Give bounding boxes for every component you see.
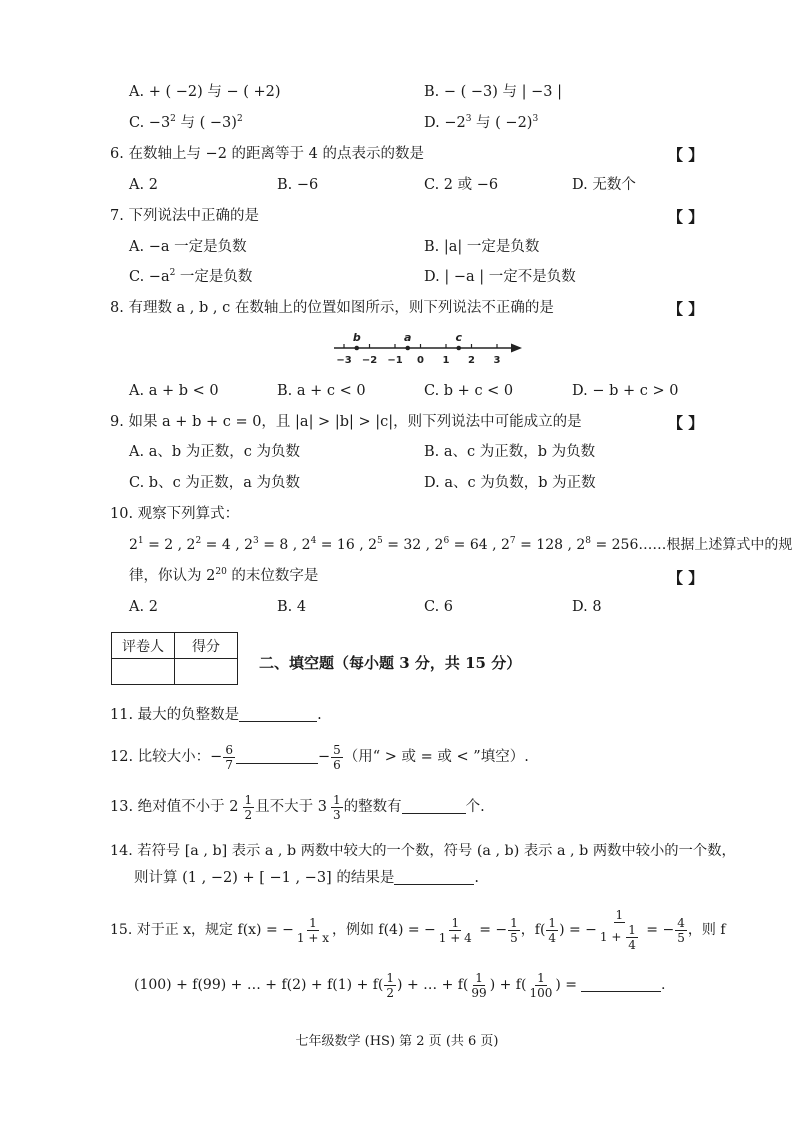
number-line-tick-label: 3	[493, 355, 501, 366]
q10-powers-line: $2^1 = 2$ , $2^2 = 4$ , $2^3 = 8$ , $2^4 = 16$ , $2^5 = 32$ , $2^6 = 64$ , $2^7 = 128$ , $2^8$ = 256……根据上述算式中的规	[129, 536, 793, 553]
page-footer: 七年级数学 (HS) 第 2 页 (共 6 页)	[295, 1034, 499, 1049]
q7-option-a: A. −a 一定是负数	[129, 239, 247, 255]
q13: 13. 绝对值不小于 2 $\frac{1}{2}$ 且不大于 3 $\frac{1}{3}$ 的整数有 个.	[110, 792, 485, 822]
q8-option-b: B. a + c < 0	[277, 383, 366, 399]
q10-power-term: $2^4 = 16$ ,	[301, 536, 369, 553]
q10-question-line: 律，你认为 $2^{20}$ 的末位数字是	[129, 567, 319, 584]
number-line-tick-label: 0	[417, 355, 424, 366]
score-table-grader-cell[interactable]	[112, 659, 175, 685]
q7-answer-bracket: 【 】	[668, 208, 704, 226]
q9-answer-bracket: 【 】	[668, 414, 704, 432]
q8-option-a: A. a + b < 0	[129, 383, 219, 399]
q10-option-d: D. 8	[572, 599, 602, 615]
q5-option-d: D. $-2^3$ 与 ( −2)$^3$	[424, 114, 539, 131]
number-line-tick-label: 1	[442, 355, 450, 366]
q5-option-a: A. + ( −2) 与 − ( +2)	[129, 84, 281, 100]
q10-stem: 10. 观察下列算式：	[110, 506, 240, 522]
q5-option-b: B. − ( −3) 与 | −3 |	[424, 84, 563, 100]
q8-option-d: D. − b + c > 0	[572, 383, 679, 399]
q12-fraction-2: $\frac{5}{6}$	[333, 742, 341, 772]
q10-power-term: $2^6 = 64$ ,	[434, 536, 501, 553]
q10-powers	[129, 537, 638, 553]
q10-answer-bracket: 【 】	[668, 569, 704, 587]
q10-power-term: $2^3 = 8$ ,	[244, 536, 302, 553]
q12-fraction-1: $\frac{6}{7}$	[225, 742, 233, 772]
q13-mixed-number-2: 3 $\frac{1}{3}$	[317, 792, 341, 822]
q9-option-c: C. b、c 为正数，a 为负数	[129, 475, 301, 491]
q14-line-2: 则计算 (1 , −2) + [ −1 , −3] 的结果是 .	[134, 870, 479, 886]
q6-option-c: C. 2 或 −6	[424, 177, 499, 193]
q10-option-a: A. 2	[129, 599, 158, 615]
q6-answer-bracket: 【 】	[668, 146, 704, 164]
q10-power-term: $2^5 = 32$ ,	[368, 536, 435, 553]
q12: 12. 比较大小：− $\frac{6}{7}$ − $\frac{5}{6}$ （用“ > 或 = 或 < ”填空）.	[110, 742, 529, 772]
q10-option-c: C. 6	[424, 599, 454, 615]
q6-option-b: B. −6	[277, 177, 319, 193]
number-line-point-a	[405, 346, 410, 351]
section-2-title: 二、填空题（每小题 3 分，共 15 分）	[259, 654, 522, 672]
q7-option-c: C. $-a^2$ 一定是负数	[129, 268, 253, 285]
q9-stem: 9. 如果 a + b + c = 0，且 |a| > |b| > |c|，则下列说法中可能成立的是	[110, 414, 582, 430]
score-table-score-header: 得分	[175, 633, 238, 659]
q10-power-term: $2^7 = 128$ ,	[501, 536, 577, 553]
q7-option-d: D. | −a | 一定不是负数	[424, 269, 576, 285]
q14-answer-blank[interactable]	[394, 870, 474, 885]
q8-stem: 8. 有理数 a , b , c 在数轴上的位置如图所示，则下列说法不正确的是	[110, 300, 554, 316]
q15-answer-blank[interactable]	[581, 977, 661, 992]
q10-power-term: $2^2 = 4$ ,	[186, 536, 245, 553]
q9-option-b: B. a、c 为正数，b 为负数	[424, 444, 596, 460]
q6-option-a: A. 2	[129, 177, 158, 193]
q8-option-c: C. b + c < 0	[424, 383, 514, 399]
q5-option-c: C. $-3^2$ 与 ( −3)$^2$	[129, 114, 243, 131]
q7-stem: 7. 下列说法中正确的是	[110, 208, 259, 224]
q8-number-line	[330, 326, 525, 370]
number-line-point-label: b	[352, 331, 361, 344]
number-line-tick-label: −2	[361, 355, 378, 366]
q13-mixed-number-1: 2 $\frac{1}{2}$	[229, 792, 253, 822]
q14-line-1: 14. 若符号 [a , b] 表示 a , b 两数中较大的一个数，符号 (a , b) 表示 a , b 两数中较小的一个数，	[110, 843, 736, 859]
q10-option-b: B. 4	[277, 599, 307, 615]
q7-option-b: B. |a| 一定是负数	[424, 239, 540, 255]
number-line-point-c	[456, 346, 461, 351]
q12-answer-blank[interactable]	[236, 749, 318, 764]
number-line-point-label: a	[404, 331, 412, 344]
q15-line-1: 15. 对于正 x，规定 f(x) = − $\frac{1}{1 + x}$ ，例如 f(4) = − $\frac{1}{1 + 4}$ = − $\frac{1}{5}$ ，f( $\frac{1}{4}$ ) = − 1 1 + $\frac{1}{4}$ = − $\frac{4}{5}$ ，则 f	[110, 908, 726, 952]
q11: 11. 最大的负整数是 .	[110, 707, 322, 723]
score-table	[111, 632, 238, 685]
score-table-score-cell[interactable]	[175, 659, 238, 685]
q13-answer-blank[interactable]	[402, 799, 466, 814]
q10-power-term: $2^8 = 256$	[576, 536, 639, 553]
q6-stem: 6. 在数轴上与 −2 的距离等于 4 的点表示的数是	[110, 146, 424, 162]
q8-answer-bracket: 【 】	[668, 300, 704, 318]
number-line-point-b	[354, 346, 359, 351]
number-line-tick-label: 2	[468, 355, 475, 366]
q9-option-a: A. a、b 为正数，c 为负数	[129, 444, 300, 460]
q15-complex-fraction: 1 1 + $\frac{1}{4}$	[599, 908, 636, 952]
q15-line-2: (100) + f(99) + … + f(2) + f(1) + f( $\frac{1}{2}$ ) + … + f( $\frac{1}{99}$ ) + f( $\frac{1}{100}$ ) = .	[134, 970, 666, 1000]
number-line-tick-label: −3	[336, 355, 352, 366]
number-line-arrow	[511, 344, 522, 353]
q11-answer-blank[interactable]	[239, 707, 317, 722]
q10-power-term: $2^1 = 2$ ,	[129, 536, 187, 553]
number-line-tick-label: −1	[387, 355, 403, 366]
q9-option-d: D. a、c 为负数，b 为正数	[424, 475, 596, 491]
score-table-grader-header: 评卷人	[112, 633, 175, 659]
q6-option-d: D. 无数个	[572, 177, 636, 193]
number-line-point-label: c	[455, 331, 463, 344]
